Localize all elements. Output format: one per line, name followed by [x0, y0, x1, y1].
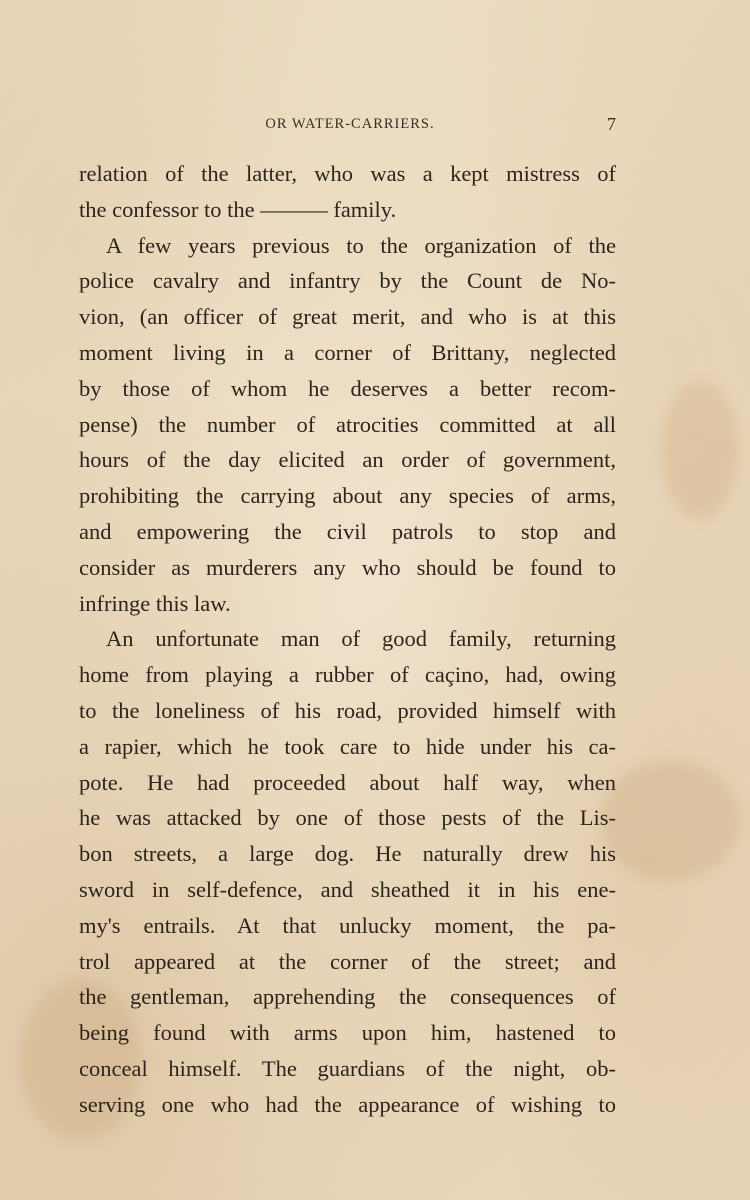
running-head: OR WATER-CARRIERS. — [265, 116, 435, 132]
text-line: sword in self-defence, and sheathed it in his ene- — [79, 876, 616, 902]
text-line: An unfortunate man of good family, returning — [106, 626, 616, 652]
body-text — [79, 156, 616, 1123]
text-line: prohibiting the carrying about any species of arms, — [79, 483, 616, 509]
text-line: home from playing a rubber of caçino, had, owing — [79, 662, 616, 688]
text-line: being found with arms upon him, hastened to — [79, 1020, 616, 1046]
text-line: conceal himself. The guardians of the night, ob- — [79, 1055, 616, 1081]
text-line: and empowering the civil patrols to stop and — [79, 518, 616, 544]
page-number: 7 — [607, 114, 616, 134]
text-line: infringe this law. — [79, 590, 231, 616]
page-header — [80, 116, 620, 138]
text-line: bon streets, a large dog. He naturally drew his — [79, 841, 616, 867]
text-line: A few years previous to the organization of the — [106, 232, 616, 258]
text-line: vion, (an officer of great merit, and who is at this — [79, 304, 616, 330]
paper-stain — [660, 380, 740, 520]
paper-stain — [600, 760, 740, 880]
text-line: pote. He had proceeded about half way, when — [79, 769, 616, 795]
text-line: pense) the number of atrocities committed at all — [79, 411, 616, 437]
text-line: by those of whom he deserves a better recom- — [79, 375, 616, 401]
text-line: the confessor to the ——— family. — [79, 196, 397, 222]
text-line: trol appeared at the corner of the street; and — [79, 948, 616, 974]
text-line: serving one who had the appearance of wishing to — [79, 1091, 616, 1117]
text-line: my's entrails. At that unlucky moment, the pa- — [79, 912, 616, 938]
text-line: a rapier, which he took care to hide under his ca- — [79, 733, 616, 759]
text-line: he was attacked by one of those pests of the Lis- — [79, 805, 616, 831]
text-line: hours of the day elicited an order of government, — [79, 447, 616, 473]
text-line: police cavalry and infantry by the Count de No- — [79, 268, 616, 294]
text-line: relation of the latter, who was a kept mistress of — [79, 161, 616, 186]
text-line: to the loneliness of his road, provided himself with — [79, 697, 616, 723]
text-line: moment living in a corner of Brittany, neglected — [79, 339, 616, 365]
text-line: consider as murderers any who should be found to — [79, 554, 616, 580]
text-line: the gentleman, apprehending the consequences of — [79, 984, 616, 1010]
